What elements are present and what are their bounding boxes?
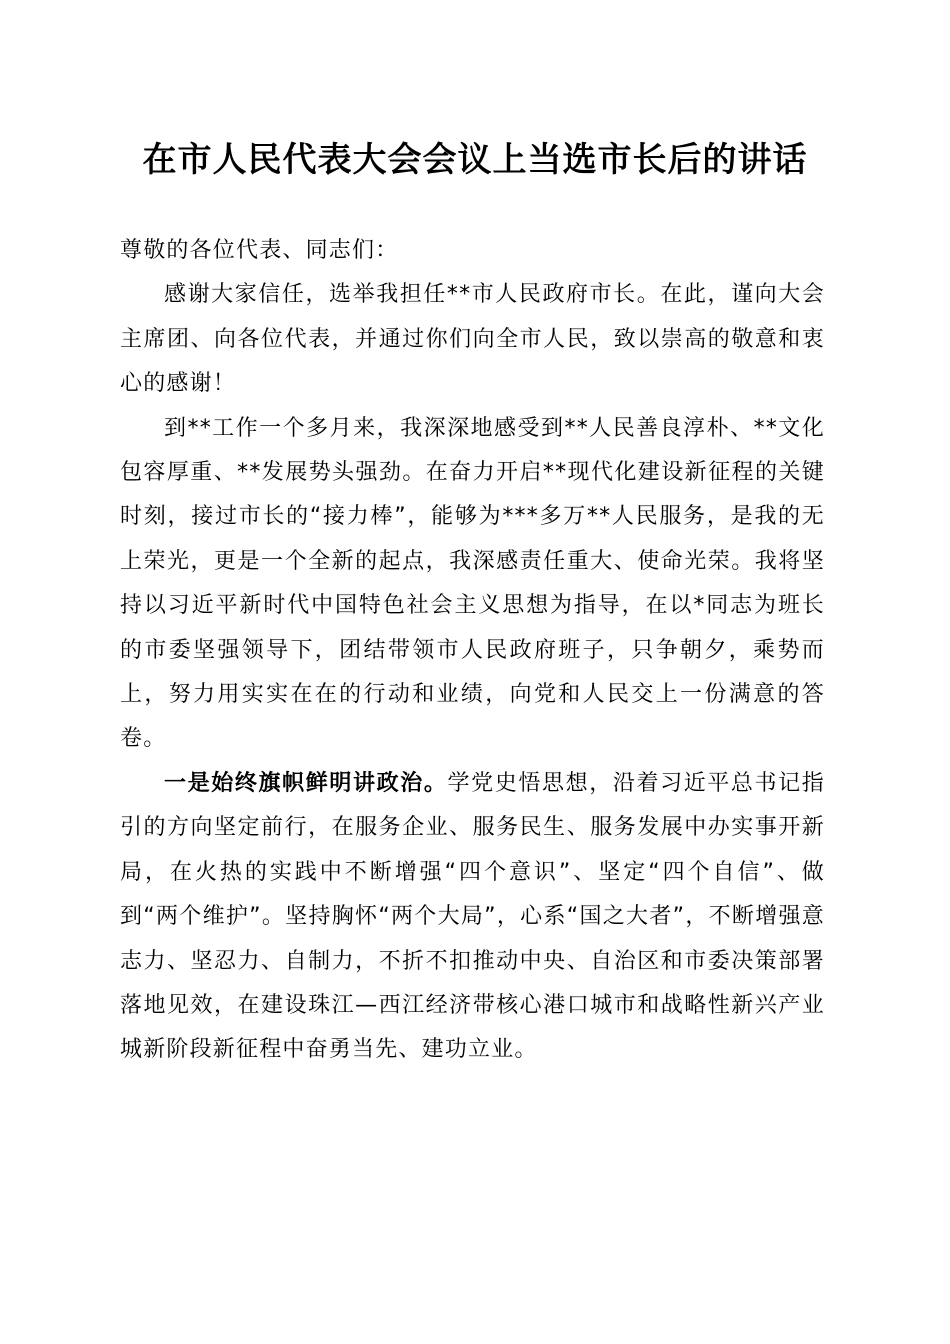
salutation: 尊敬的各位代表、同志们：: [120, 238, 399, 263]
paragraph-3-text: 学党史悟思想，沿着习近平总书记指引的方向坚定前行，在服务企业、服务民生、服务发展中办实事开新局，在火热的实践中不断增强“四个意识”、坚定“四个自信”、做到“两个维护”。坚持胸怀“两个大局”，心系“国之大者”，不断增强意志力、坚忍力、自制力，不折不扣推动中央、自治区和市委决策部署落地见效，在建设珠江—西江经济带核心港口城市和战略性新兴产业城新阶段新征程中奋勇当先、建功立业。: [120, 770, 825, 1063]
paragraph-2: [120, 407, 825, 762]
document-title: 在市人民代表大会会议上当选市长后的讲话: [142, 140, 808, 180]
paragraph-3-lead: 一是始终旗帜鲜明讲政治。: [164, 770, 448, 796]
paragraph-3: [120, 762, 825, 1073]
paragraph-1-text: 感谢大家信任，选举我担任**市人民政府市长。在此，谨向大会主席团、向各位代表，并通过你们向全市人民，致以崇高的敬意和衷心的感谢！: [120, 282, 825, 397]
paragraph-1: [120, 273, 825, 406]
paragraph-2-text: 到**工作一个多月来，我深深地感受到**人民善良淳朴、**文化包容厚重、**发展势头强劲。在奋力开启**现代化建设新征程的关键时刻，接过市长的“接力棒”，能够为***多万**人民服务，是我的无上荣光，更是一个全新的起点，我深感责任重大、使命光荣。我将坚持以习近平新时代中国特色社会主义思想为指导，在以*同志为班长的市委坚强领导下，团结带领市人民政府班子，只争朝夕，乘势而上，努力用实实在在的行动和业绩，向党和人民交上一份满意的答卷。: [120, 415, 825, 752]
document-body: [120, 229, 825, 1073]
